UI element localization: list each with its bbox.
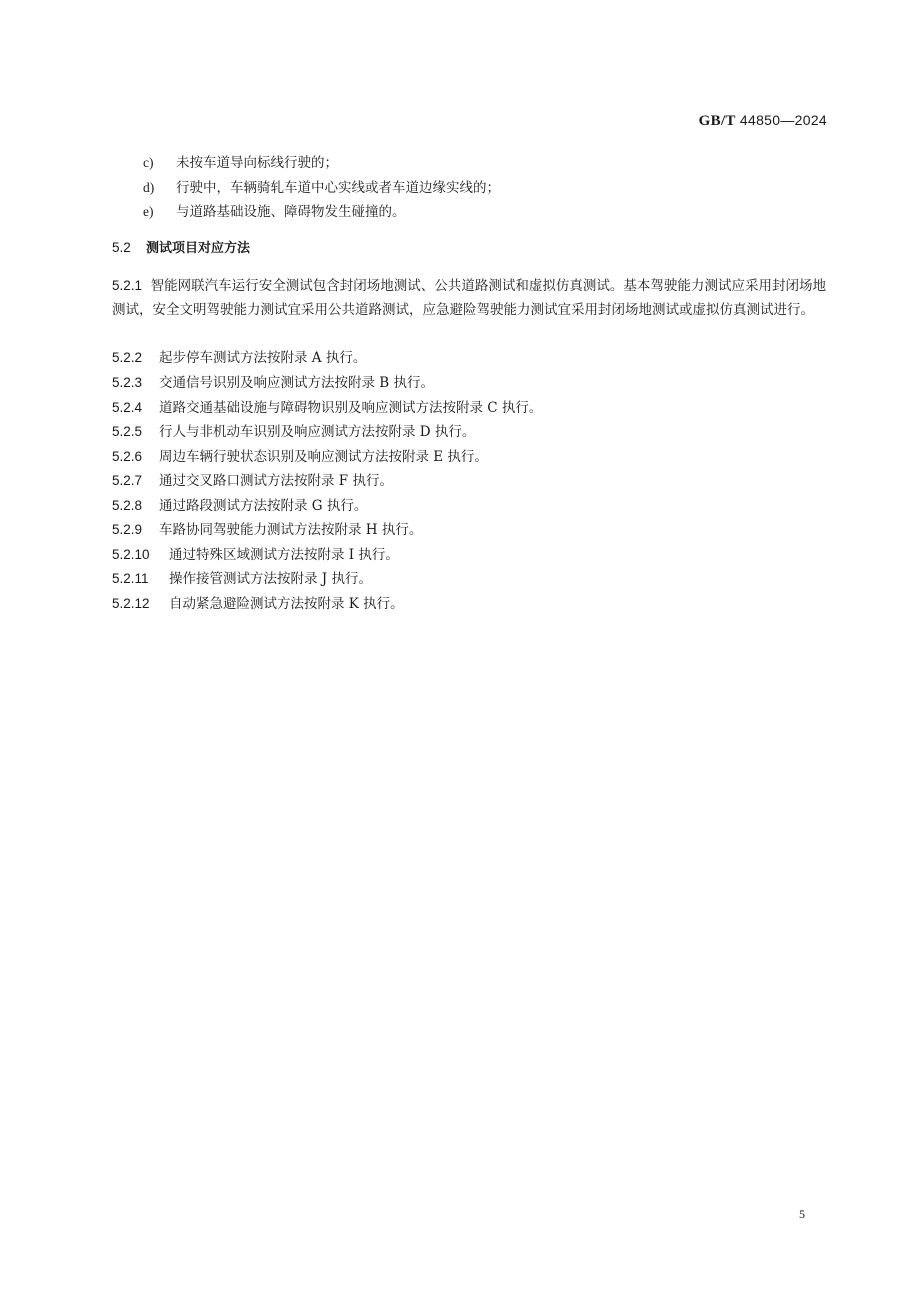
list-item-text: 未按车道导向标线行驶的；	[176, 155, 338, 171]
clause-number: 5.2.4	[112, 400, 143, 415]
clause-text: 道路交通基础设施与障碍物识别及响应测试方法按附录 C 执行。	[159, 400, 543, 416]
clause-5-2-5	[112, 420, 475, 444]
section-heading	[112, 236, 250, 261]
clause-text: 周边车辆行驶状态识别及响应测试方法按附录 E 执行。	[159, 449, 488, 465]
clause-text: 通过特殊区域测试方法按附录 I 执行。	[169, 547, 399, 563]
list-item-text: 与道路基础设施、障碍物发生碰撞的。	[176, 204, 406, 220]
section-title: 测试项目对应方法	[146, 241, 251, 256]
clause-5-2-11	[112, 567, 372, 591]
clause-5-2-2	[112, 346, 366, 370]
clause-text: 起步停车测试方法按附录 A 执行。	[159, 350, 367, 366]
clause-text: 自动紧急避险测试方法按附录 K 执行。	[169, 596, 404, 612]
list-item-e	[143, 200, 406, 224]
clause-number: 5.2.7	[112, 473, 143, 488]
document-code-number: 44850—2024	[739, 112, 827, 128]
paragraph-5-2-1	[112, 274, 826, 322]
clause-number: 5.2.2	[112, 350, 143, 365]
list-item-d	[143, 176, 500, 200]
clause-number: 5.2.10	[112, 547, 150, 562]
clause-5-2-9	[112, 518, 422, 542]
clause-number: 5.2.12	[112, 596, 150, 611]
clause-number: 5.2.11	[112, 571, 149, 586]
list-marker: d)	[143, 180, 155, 195]
clause-number: 5.2.6	[112, 449, 143, 464]
clause-number: 5.2.1	[112, 278, 143, 293]
clause-text: 车路协同驾驶能力测试方法按附录 H 执行。	[159, 522, 423, 538]
clause-number: 5.2.3	[112, 375, 143, 390]
clause-text: 交通信号识别及响应测试方法按附录 B 执行。	[159, 375, 435, 391]
clause-5-2-10	[112, 543, 399, 567]
clause-number: 5.2.9	[112, 522, 143, 537]
clause-text: 通过路段测试方法按附录 G 执行。	[159, 498, 368, 514]
clause-number: 5.2.8	[112, 498, 143, 513]
clause-text: 通过交叉路口测试方法按附录 F 执行。	[159, 473, 393, 489]
clause-5-2-7	[112, 469, 393, 493]
list-marker: c)	[143, 155, 154, 170]
clause-5-2-4	[112, 396, 542, 420]
section-number: 5.2	[112, 240, 131, 255]
clause-5-2-8	[112, 494, 367, 518]
clause-text: 行人与非机动车识别及响应测试方法按附录 D 执行。	[159, 424, 476, 440]
list-item-c	[143, 151, 338, 175]
list-marker: e)	[143, 204, 154, 219]
clause-number: 5.2.5	[112, 424, 143, 439]
clause-text: 智能网联汽车运行安全测试包含封闭场地测试、公共道路测试和虚拟仿真测试。基本驾驶能力测试应采用封闭场地测试，安全文明驾驶能力测试宜采用公共道路测试，应急避险驾驶能力测试宜采用封闭场地测试或虚拟仿真测试进行。	[112, 278, 826, 318]
clause-5-2-6	[112, 445, 488, 469]
list-item-text: 行驶中，车辆骑轧车道中心实线或者车道边缘实线的；	[176, 180, 500, 196]
document-code-prefix: GB/T	[698, 113, 736, 129]
document-code	[699, 112, 827, 130]
page-number: 5	[799, 1207, 805, 1221]
clause-5-2-12	[112, 592, 404, 616]
clause-5-2-3	[112, 371, 434, 395]
clause-text: 操作接管测试方法按附录 J 执行。	[169, 571, 372, 587]
